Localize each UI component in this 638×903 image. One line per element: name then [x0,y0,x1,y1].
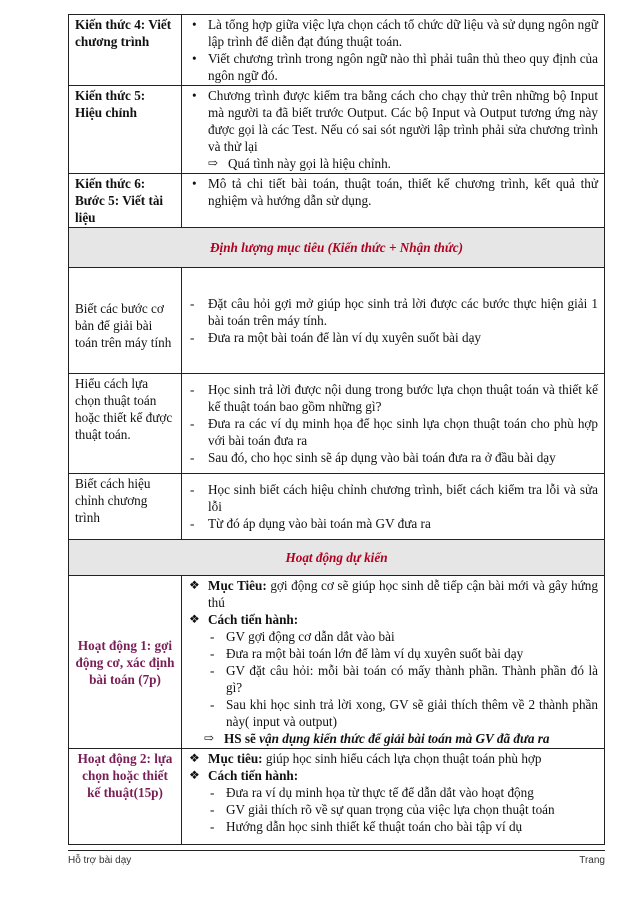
dash-icon: - [190,330,195,345]
section-title: Hoạt động dự kiến [69,540,605,576]
list-item: ❖ Cách tiến hành: [189,768,299,783]
table-row [69,576,605,749]
conclusion-line: ⇨ HS sẽ vận dụng kiến thức để giải bài toán mà GV đã đưa ra [204,731,550,746]
dash-icon: - [210,663,215,678]
activity-label: Hoạt động 1: gợi động cơ, xác định bài toán (7p) [69,576,182,749]
dash-icon: - [190,296,195,311]
list-item: - Đặt câu hỏi gợi mở giúp học sinh trả lời được các bước thực hiện giải 1 bài toán trên máy tính. [190,296,598,328]
dash-icon: - [210,785,215,800]
dash-icon: - [210,819,215,834]
row-label: Kiến thức 4: Viết chương trình [69,15,182,86]
list-item: ❖ Cách tiến hành: [189,612,299,627]
table-row [69,749,605,845]
row-content [182,474,605,540]
footer-page-label: Trang [579,855,605,866]
diamond-star-icon: ❖ [189,751,200,765]
footer-left-text: Hỗ trợ bài dạy [68,855,132,866]
dash-icon: - [190,516,195,531]
diamond-star-icon: ❖ [189,768,200,782]
dash-icon: - [190,416,195,431]
lesson-plan-document [68,14,605,845]
row-content [182,86,605,174]
list-item: - Sau khi học sinh trả lời xong, GV sẽ giải thích thêm về 2 thành phần này( input và output) [210,697,598,729]
hollow-arrow-icon: ⇨ [208,156,219,170]
list-item: - Đưa ra ví dụ minh họa từ thực tế để dẫn dắt vào hoạt động [210,785,534,800]
table-row [69,374,605,474]
list-item: - Học sinh biết cách hiệu chỉnh chương trình, biết cách kiểm tra lỗi và sửa lỗi [190,482,598,514]
conclusion-line: ⇨ Quá tình này gọi là hiệu chỉnh. [208,156,391,171]
dash-icon: - [210,646,215,661]
table-row [69,474,605,540]
row-label: Kiến thức 5: Hiệu chỉnh [69,86,182,174]
section-header-row [69,228,605,268]
table-row [69,15,605,86]
bullet-dot-icon: • [192,51,197,66]
diamond-star-icon: ❖ [189,612,200,626]
list-item: - Đưa ra các ví dụ minh họa để học sinh lựa chọn thuật toán cho phù hợp với bài toán đưa ra [190,416,598,448]
lesson-plan-table [68,14,605,845]
table-row [69,86,605,174]
hollow-arrow-icon: ⇨ [204,731,215,745]
section-title: Định lượng mục tiêu (Kiến thức + Nhận thức) [69,228,605,268]
activity-label: Hoạt động 2: lựa chọn hoặc thiết kế thuật(15p) [69,749,182,845]
list-item: • Mô tả chi tiết bài toán, thuật toán, thiết kế chương trình, kết quả thử nghiệm và hướng dẫn sử dụng. [192,176,598,208]
dash-icon: - [190,482,195,497]
dash-icon: - [210,802,215,817]
dash-icon: - [210,697,215,712]
diamond-star-icon: ❖ [189,578,200,592]
row-content [182,174,605,228]
list-item: - GV giải thích rõ về sự quan trọng của việc lựa chọn thuật toán [210,802,555,817]
list-item: - Đưa ra một bài toán lớn để làm ví dụ xuyên suốt bài dạy [210,646,524,661]
row-content [182,15,605,86]
row-content [182,268,605,374]
activity-content [182,576,605,749]
list-item: ❖ Mục Tiêu: gợi động cơ sẽ giúp học sinh dễ tiếp cận bài mới và gây hứng thú [189,578,598,610]
row-content [182,374,605,474]
list-item: - Từ đó áp dụng vào bài toán mà GV đưa ra [190,516,431,531]
row-label: Hiểu cách lựa chọn thuật toán hoặc thiết kế được thuật toán. [69,374,182,474]
page-footer [68,850,605,866]
list-item: • Là tổng hợp giữa việc lựa chọn cách tổ chức dữ liệu và sử dụng ngôn ngữ lập trình để diễn đạt đúng thuật toán. [192,17,598,49]
list-item: - Hướng dẫn học sinh thiết kế thuật toán cho bài tập ví dụ [210,819,523,834]
dash-icon: - [190,450,195,465]
list-item: - Đưa ra một bài toán để làn ví dụ xuyên suốt bài dạy [190,330,482,345]
section-header-row [69,540,605,576]
row-label: Biết các bước cơ bản để giải bài toán trên máy tính [69,268,182,374]
dash-icon: - [190,382,195,397]
list-item: • Chương trình được kiểm tra bằng cách cho chạy thử trên những bộ Input mà người ta đã biết trước Output. Các bộ Input và Output tương ứng này được gọi là các Test. Nếu có sai sót người lập trình phải sửa chương trình và thử lại [192,88,598,154]
bullet-dot-icon: • [192,17,197,32]
table-row [69,174,605,228]
dash-icon: - [210,629,215,644]
list-item: - Sau đó, cho học sinh sẽ áp dụng vào bài toán đưa ra ở đầu bài dạy [190,450,556,465]
row-label: Biết cách hiệu chỉnh chương trình [69,474,182,540]
list-item: ❖ Mục tiêu: giúp học sinh hiểu cách lựa chọn thuật toán phù hợp [189,751,542,766]
bullet-dot-icon: • [192,176,197,191]
table-row [69,268,605,374]
activity-content [182,749,605,845]
list-item: - GV gợi động cơ dẫn dắt vào bài [210,629,395,644]
row-label: Kiến thức 6: Bước 5: Viết tài liệu [69,174,182,228]
list-item: - Học sinh trả lời được nội dung trong bước lựa chọn thuật toán và thiết kế kế thuật toán bao gồm những gì? [190,382,598,414]
bullet-dot-icon: • [192,88,197,103]
list-item: - GV đặt câu hỏi: mỗi bài toán có mấy thành phần. Thành phần đó là gì? [210,663,598,695]
list-item: • Viết chương trình trong ngôn ngữ nào thì phải tuân thủ theo quy định của ngôn ngữ đó. [192,51,598,83]
